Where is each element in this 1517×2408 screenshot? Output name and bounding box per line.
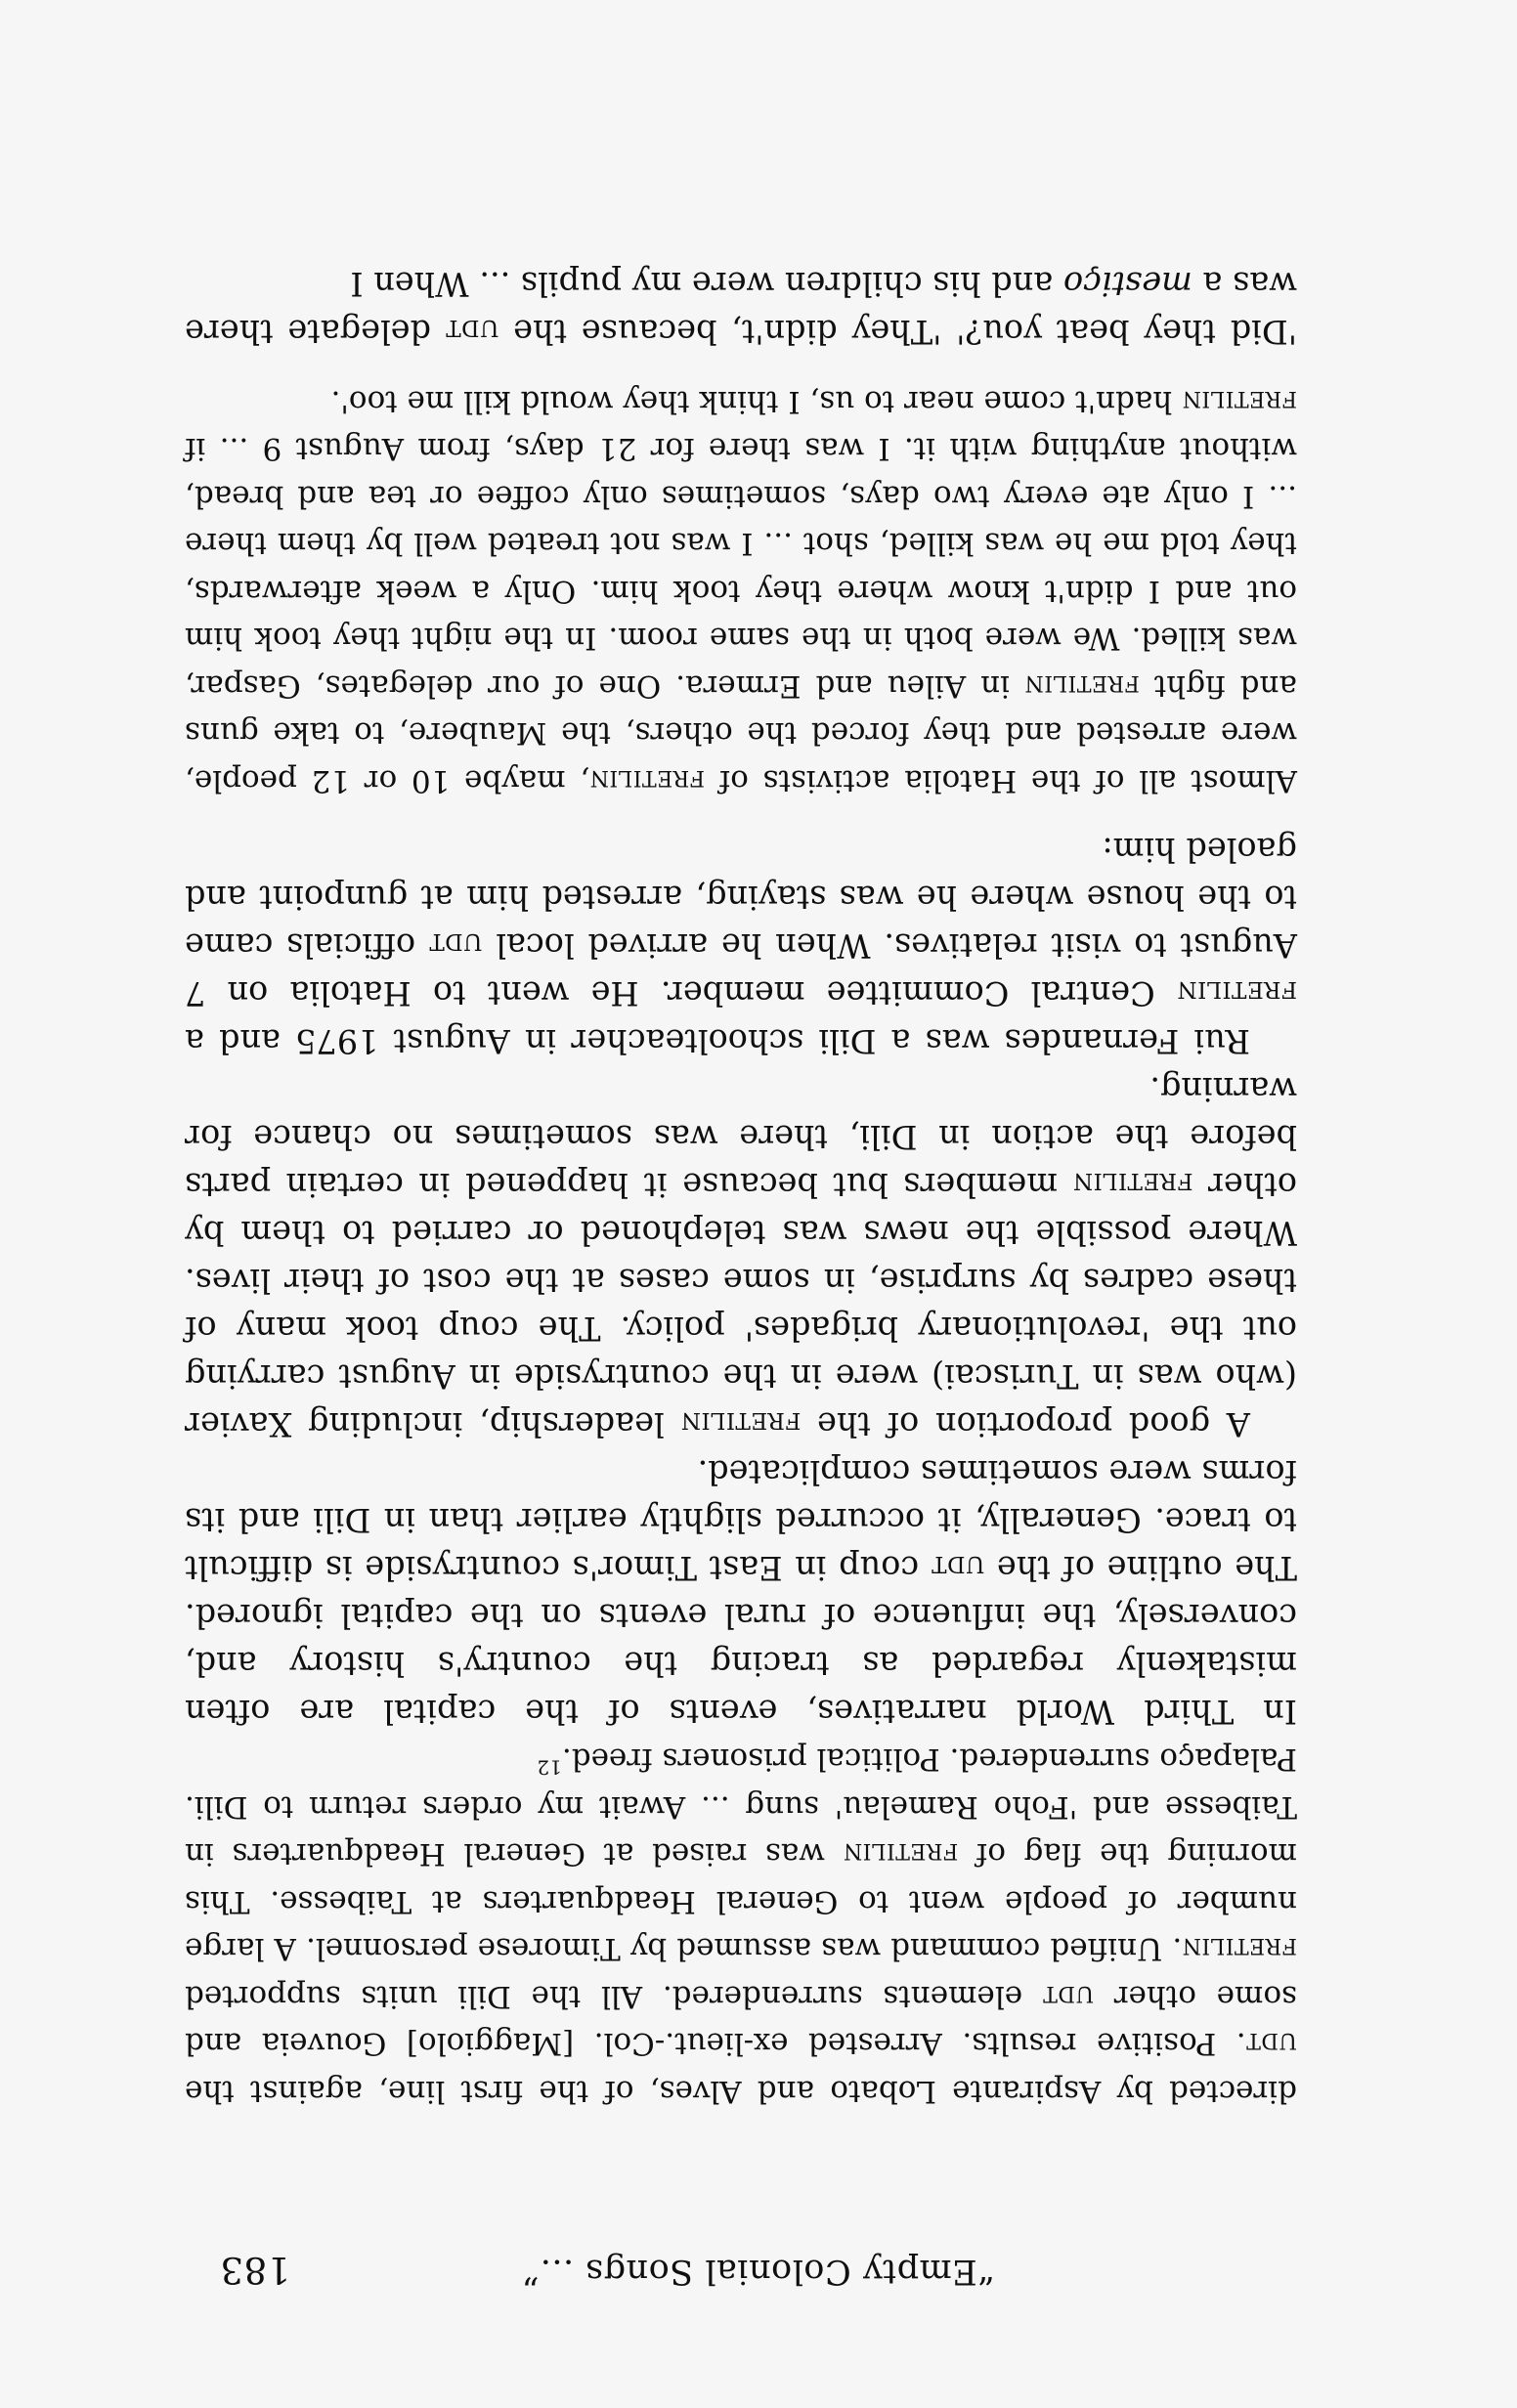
spacer	[185, 804, 1297, 826]
page-number: 183	[220, 2249, 291, 2291]
paragraph-1: In Third World narratives, events of the capital are often mistakenly regarded as tracing the country's history and, conversely, the influence of rural events on the capital ignored. The outline of the udt coup in East Timor's countryside is difficult to trace. Generally, it occurred slightly earlier than in Dili and its forms were sometimes complicated.	[185, 1453, 1297, 1731]
running-title: “Empty Colonial Songs ...”	[521, 2252, 996, 2291]
spacer	[185, 357, 1297, 378]
text-block	[185, 261, 1297, 2116]
footnote-marker: 12	[537, 1755, 562, 1780]
testimony-quote: Almost all of the Hatolia activists of fretilin, maybe 10 or 12 people, were arrested and they forced the others, the Maubere, to take guns and fight fretilin in Aileu and Ermera. One of our delegates, Gaspar, was killed. We were both in the same room. In the night they took him out and I didn't know where they took him. Only a week afterwards, they told me he was killed, shot ... I was not treated well by them there ... I only ate every two days, sometimes only coffee or tea and bread, without anything with it. I was there for 21 days, from August 9 ... if fretilin hadn't come near to us, I think they would kill me too'.	[185, 384, 1297, 798]
block-quote: directed by Aspirante Lobato and Alves, of the first line, against the udt. Positive results. Arrested ex-lieut.-Col. [Maggiolo] Gouveia and some other udt elements surrendered. All the Dili units supported fretilin. Unified command was assumed by Timorese personnel. A large number of people went to General Headquarters at Taibesse. This morning the flag of fretilin was raised at General Headquarters in Taibesse and 'Foho Ramelau' sung ... Await my orders return to Dili. Palapaço surrendered. Political prisoners freed.$^{12}$	[185, 1742, 1297, 2109]
running-head	[220, 2232, 1297, 2291]
paragraph-3: Rui Fernandes was a Dili schoolteacher in August 1975 and a fretilin Central Committee member. He went to Hatolia on 7 August to visit relatives. When he arrived local udt officials came to the house where he was staying, arrested him at gunpoint and gaoled him:	[185, 831, 1297, 1060]
paragraph-4: 'Did they beat you?' 'They didn't, because the udt delegate there was a mestiço and his children were my pupils ... When I	[185, 265, 1297, 352]
paragraph-2: A good proportion of the fretilin leadership, including Xavier (who was in Turiscai) were in the countryside in August carrying out the 'revolutionary brigades' policy. The coup took many of these cadres by surprise, in some cases at the cost of their lives. Where possible the news was telephoned or carried to them by other fretilin members but because it happened in certain parts before the action in Dili, there was sometimes no chance for warning.	[185, 1070, 1297, 1443]
